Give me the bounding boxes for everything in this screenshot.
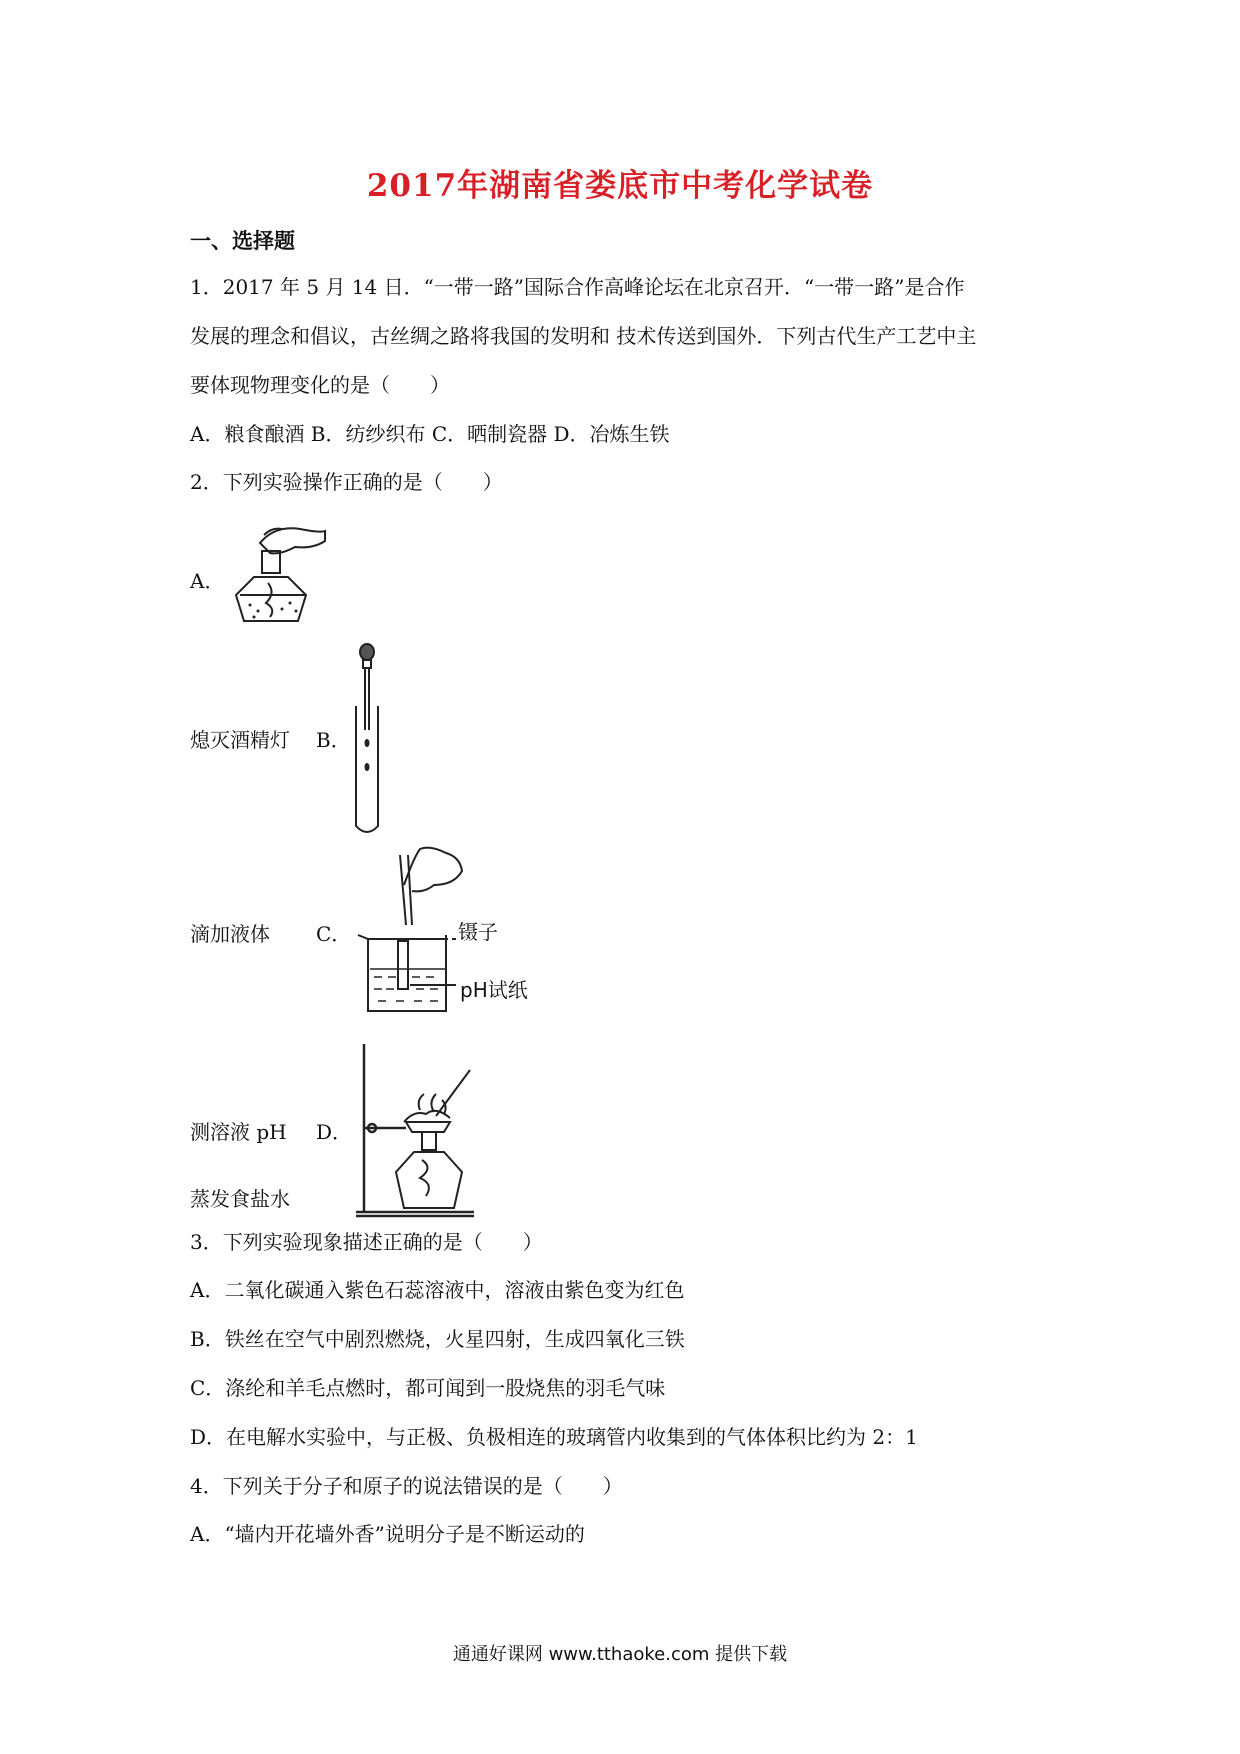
q1-line-2: 发展的理念和倡议，古丝绸之路将我国的发明和 技术传送到国外．下列古代生产工艺中主 [190, 324, 977, 348]
q3-option-c: C．涤纶和羊毛点燃时，都可闻到一股烧焦的羽毛气味 [190, 1376, 666, 1400]
q3-stem: 3．下列实验现象描述正确的是（ ） [190, 1230, 543, 1254]
page-title: 2017年湖南省娄底市中考化学试卷 [366, 168, 874, 204]
alcohol-lamp-extinguish-figure [220, 513, 330, 633]
q2-option-a-letter: A． [190, 569, 225, 593]
q2-option-a-caption: 熄灭酒精灯 [190, 728, 290, 752]
q3-option-d: D．在电解水实验中，与正极、负极相连的玻璃管内收集到的气体体积比约为 2：1 [190, 1425, 918, 1449]
q2-option-c-letter: C． [316, 922, 352, 946]
q2-option-b-letter: B． [316, 728, 351, 752]
q2-stem: 2．下列实验操作正确的是（ ） [190, 470, 503, 494]
q2-option-d-caption: 蒸发食盐水 [190, 1187, 290, 1211]
ph-paper-label: pH试纸 [460, 978, 528, 1002]
q3-option-a: A．二氧化碳通入紫色石蕊溶液中，溶液由紫色变为红色 [190, 1278, 685, 1302]
section-heading: 一、选择题 [190, 228, 295, 253]
q2-option-d-letter: D． [316, 1120, 353, 1144]
q1-options: A．粮食酿酒 B．纺纱织布 C．晒制瓷器 D．冶炼生铁 [190, 422, 670, 446]
evaporation-setup-figure [352, 1040, 492, 1220]
page-footer: 通通好课网 www.tthaoke.com 提供下载 [452, 1644, 788, 1665]
q2-option-c-caption: 测溶液 pH [190, 1120, 287, 1144]
q2-option-b-caption: 滴加液体 [190, 922, 270, 946]
tweezers-label: 镊子 [458, 920, 498, 944]
q4-option-a: A．“墙内开花墙外香”说明分子是不断运动的 [190, 1522, 585, 1546]
dropper-test-tube-figure [344, 640, 394, 840]
q1-line-1: 1．2017 年 5 月 14 日．“一带一路”国际合作高峰论坛在北京召开．“一带一路”是合作 [190, 275, 965, 299]
q1-line-3: 要体现物理变化的是（ ） [190, 373, 450, 397]
q3-option-b: B．铁丝在空气中剧烈燃烧，火星四射，生成四氧化三铁 [190, 1327, 685, 1351]
q4-stem: 4．下列关于分子和原子的说法错误的是（ ） [190, 1474, 623, 1498]
